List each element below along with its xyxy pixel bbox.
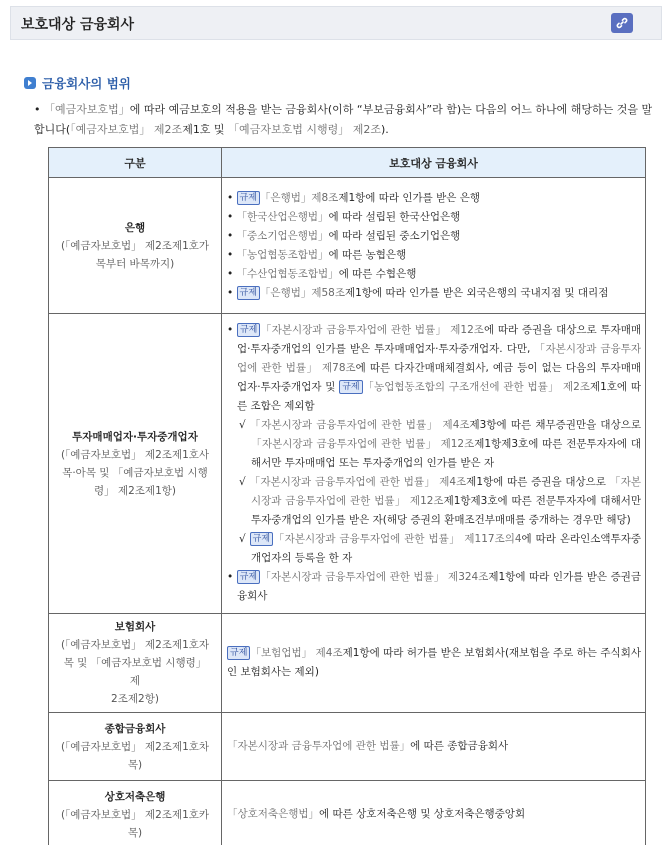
category-cell: 보험회사 (「예금자보호법」 제2조제1호자 목 및 「예금자보호법 시행령」 제 2조제2항) — [49, 614, 222, 713]
column-header: 보호대상 금융회사 — [222, 148, 646, 178]
regulation-badge[interactable]: 규제 — [237, 570, 260, 584]
table-row — [49, 781, 646, 845]
category-cell: 상호저축은행 (「예금자보호법」 제2조제1호카 목) — [49, 781, 222, 845]
table-row — [49, 314, 646, 614]
category-name: 은행 — [124, 221, 146, 234]
section-title: 금융회사의 범위 — [42, 76, 131, 91]
sub-list-item: √ 규제 「자본시장과 금융투자업에 관한 법률」 제117조의4에 따라 온라인소액투자중개업자의 등록을 한 자 — [239, 533, 642, 564]
description-text: 규제 「보험업법」 제4조제1항에 따라 허가를 받은 보험회사(재보험을 주로 하는 주식회사인 보험회사는 제외) — [227, 647, 641, 678]
link-icon — [616, 17, 628, 29]
list-item: • 「수산업협동조합법」에 따른 수협은행 — [227, 267, 417, 280]
law-link[interactable]: 「자본시장과 금융투자업에 관한 법률」 제12조 — [260, 324, 484, 336]
category-cell: 은행 (「예금자보호법」 제2조제1호가 목부터 바목까지) — [49, 178, 222, 314]
list-item: • 규제 「자본시장과 금융투자업에 관한 법률」 제324조제1항에 따라 인가를 받은 증권금융회사 — [227, 571, 642, 602]
law-link[interactable]: 「예금자보호법」 제2조 — [70, 123, 183, 136]
table-row — [49, 178, 646, 314]
law-link[interactable]: 「보험업법」 제4조 — [250, 647, 343, 659]
intro-paragraph: • 「예금자보호법」에 따라 예금보호의 적용을 받는 금융회사(이하 “부보금융회사”라 함)는 다음의 어느 하나에 해당하는 것을 말합니다(「예금자보호법」 제2조제1호 및 「예금자보호법 시행령」 제2조). — [34, 103, 653, 136]
description-cell — [222, 614, 646, 713]
description-cell — [222, 178, 646, 314]
category-name: 보험회사 — [114, 621, 156, 633]
law-link[interactable]: 「은행법」제58조 — [259, 286, 345, 299]
law-link[interactable]: 「자본시장과 금융투자업에 관한 법률」 제4조 — [249, 419, 470, 431]
law-link[interactable]: 「한국산업은행법」 — [236, 210, 329, 223]
description-text: 「자본시장과 금융투자업에 관한 법률」에 따른 종합금융회사 — [227, 740, 509, 752]
regulation-badge[interactable]: 규제 — [227, 646, 250, 660]
law-link[interactable]: 「수산업협동조합법」 — [236, 267, 339, 280]
law-link[interactable]: 「자본시장과 금융투자업에 관한 법률」 — [227, 740, 411, 752]
law-link[interactable]: 「농업협동조합의 구조개선에 관한 법률」 제2조 — [362, 381, 590, 393]
sub-list-item: √ 「자본시장과 금융투자업에 관한 법률」 제4조제3항에 따른 채무증권만을 대상으로 「자본시장과 금융투자업에 관한 법률」 제12조제1항제3호에 따른 전문투자자에 대해서만 투자매매업 또는 투자중개업의 인가를 받은 자 — [239, 419, 641, 469]
description-cell — [222, 713, 646, 781]
category-cell: 종합금융회사 (「예금자보호법」 제2조제1호차 목) — [49, 713, 222, 781]
list-item: • 「한국산업은행법」에 따라 설립된 한국산업은행 — [227, 210, 461, 223]
law-link[interactable]: 「자본시장과 금융투자업에 관한 법률」 제12조 — [251, 476, 641, 507]
page-title: 보호대상 금융회사 — [21, 17, 135, 33]
column-header: 구분 — [49, 148, 222, 178]
list-item: • 규제 「은행법」제58조제1항에 따라 인가를 받은 외국은행의 국내지점 및 대리점 — [227, 286, 609, 299]
law-link[interactable]: 「농업협동조합법」 — [236, 248, 329, 261]
regulation-badge[interactable]: 규제 — [339, 380, 362, 394]
link-share-button[interactable] — [611, 13, 633, 33]
page-header — [10, 6, 662, 40]
law-link[interactable]: 「자본시장과 금융투자업에 관한 법률」 제117조의4 — [273, 533, 522, 545]
category-name: 투자매매업자·투자중개업자 — [72, 430, 198, 443]
law-link[interactable]: 「자본시장과 금융투자업에 관한 법률」 제324조 — [260, 571, 489, 583]
regulation-badge[interactable]: 규제 — [237, 286, 260, 300]
regulation-badge[interactable]: 규제 — [237, 191, 260, 205]
list-item: • 「농업협동조합법」에 따른 농협은행 — [227, 248, 407, 261]
table-row — [49, 614, 646, 713]
regulation-badge[interactable]: 규제 — [250, 532, 273, 546]
financial-institutions-table — [48, 147, 646, 845]
list-item: • 「중소기업은행법」에 따라 설립된 중소기업은행 — [227, 229, 461, 242]
description-cell — [222, 314, 646, 614]
law-link[interactable]: 「상호저축은행법」 — [227, 808, 320, 820]
sub-list-item: √ 「자본시장과 금융투자업에 관한 법률」 제4조제1항에 따른 증권을 대상으로 「자본시장과 금융투자업에 관한 법률」 제12조제1항제3호에 따른 전문투자자에 대해서만 투자중개업의 인가를 받은 자(해당 증권의 환매조건부매매를 중개하는 경우만 해당) — [239, 476, 641, 526]
list-item: • 규제 「자본시장과 금융투자업에 관한 법률」 제12조에 따라 증권을 대상으로 투자매매업·투자중개업의 인가를 받은 투자매매업자·투자중개업자. 다만, 「자본시장과 금융투자업에 관한 법률」 제78조에 따른 다자간매매체결회사, 예금 등이 없는 다음의 투자매매업자·투자중개업자 및 규제 「농업협동조합의 구조개선에 관한 법률」 제2조제1호에 따른 조합은 제외함 — [227, 324, 642, 412]
description-cell — [222, 781, 646, 845]
section-heading — [24, 74, 131, 92]
law-link[interactable]: 「은행법」제8조 — [259, 191, 339, 204]
table-row — [49, 713, 646, 781]
category-cell: 투자매매업자·투자중개업자 (「예금자보호법」 제2조제1호사 목·아목 및 「예금자보호법 시행 령」 제2조제1항) — [49, 314, 222, 614]
list-item: • 규제 「은행법」제8조제1항에 따라 인가를 받은 은행 — [227, 191, 481, 204]
law-link[interactable]: 「예금자보호법 시행령」 제2조 — [228, 123, 381, 136]
table-header-row — [49, 148, 646, 178]
category-name: 종합금융회사 — [104, 722, 166, 735]
law-link[interactable]: 「자본시장과 금융투자업에 관한 법률」 제4조 — [249, 476, 467, 488]
description-text: 「상호저축은행법」에 따른 상호저축은행 및 상호저축은행중앙회 — [227, 808, 526, 820]
law-link[interactable]: 「자본시장과 금융투자업에 관한 법률」 제78조 — [237, 343, 641, 374]
regulation-badge[interactable]: 규제 — [237, 323, 260, 337]
section-bullet-icon — [24, 77, 36, 89]
law-link[interactable]: 「예금자보호법」 — [44, 103, 130, 116]
category-name: 상호저축은행 — [104, 790, 166, 803]
law-link[interactable]: 「자본시장과 금융투자업에 관한 법률」 제12조 — [251, 438, 475, 450]
law-link[interactable]: 「중소기업은행법」 — [236, 229, 329, 242]
